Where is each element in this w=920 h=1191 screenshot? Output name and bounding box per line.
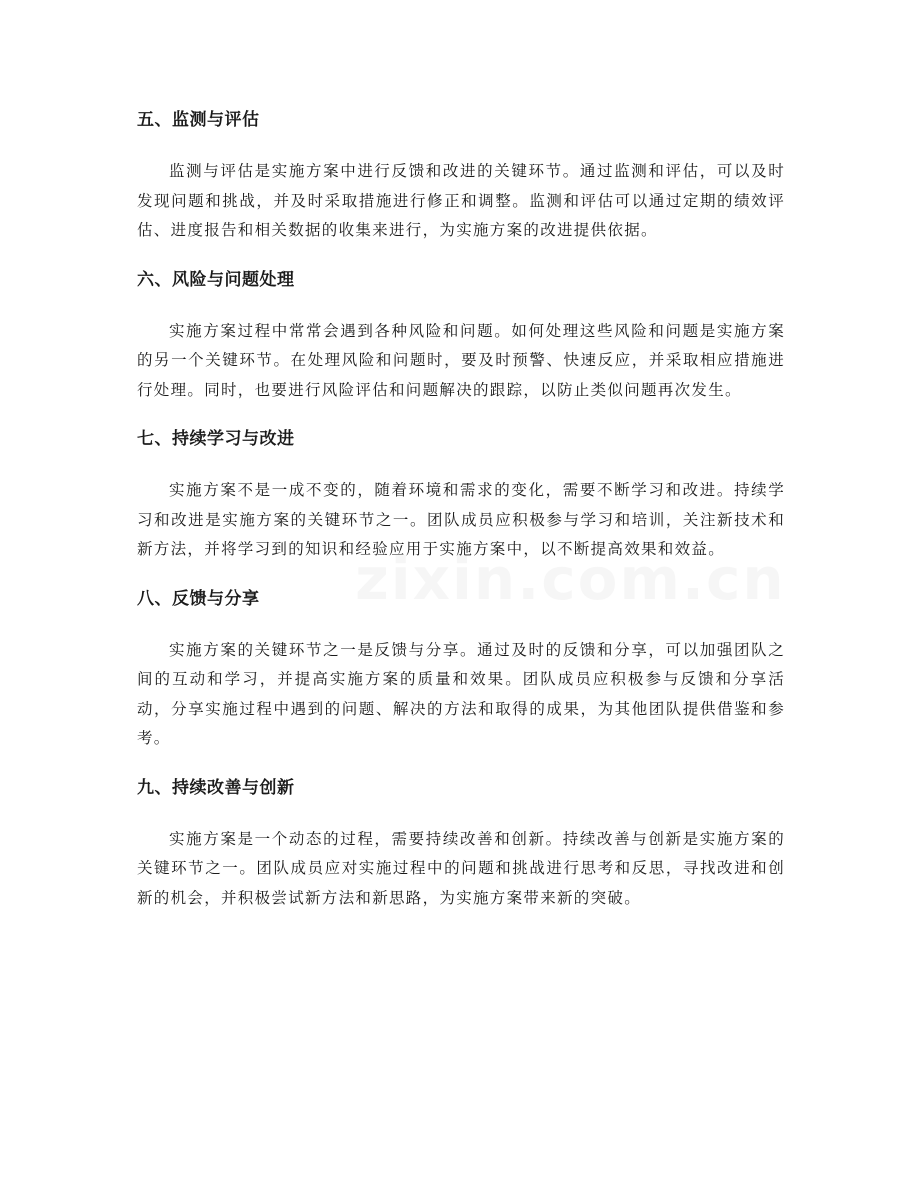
section-monitoring [137, 104, 785, 246]
section-paragraph: 监测与评估是实施方案中进行反馈和改进的关键环节。通过监测和评估，可以及时发现问题和挑战，并及时采取措施进行修正和调整。监测和评估可以通过定期的绩效评估、进度报告和相关数据的收集来进行，为实施方案的改进提供依据。 [137, 162, 785, 239]
section-paragraph: 实施方案过程中常常会遇到各种风险和问题。如何处理这些风险和问题是实施方案的另一个关键环节。在处理风险和问题时，要及时预警、快速反应，并采取相应措施进行处理。同时，也要进行风险评估和问题解决的跟踪，以防止类似问题再次发生。 [137, 321, 785, 399]
section-paragraph: 实施方案是一个动态的过程，需要持续改善和创新。持续改善与创新是实施方案的关键环节之一。团队成员应对实施过程中的问题和挑战进行思考和反思，寻找改进和创新的机会，并积极尝试新方法和新思路，为实施方案带来新的突破。 [137, 829, 785, 907]
section-paragraph: 实施方案不是一成不变的，随着环境和需求的变化，需要不断学习和改进。持续学习和改进是实施方案的关键环节之一。团队成员应积极参与学习和培训，关注新技术和新方法，并将学习到的知识和经验应用于实施方案中，以不断提高效果和效益。 [137, 481, 785, 558]
section-heading: 九、持续改善与创新 [137, 777, 295, 798]
section-heading: 六、风险与问题处理 [137, 269, 295, 290]
section-risk [137, 264, 785, 406]
document-body [137, 104, 785, 931]
section-heading: 八、反馈与分享 [137, 588, 260, 609]
section-learning [137, 423, 785, 565]
section-heading: 七、持续学习与改进 [137, 429, 295, 449]
section-heading: 五、监测与评估 [137, 110, 260, 130]
section-paragraph: 实施方案的关键环节之一是反馈与分享。通过及时的反馈和分享，可以加强团队之间的互动和学习，并提高实施方案的质量和效果。团队成员应积极参与反馈和分享活动，分享实施过程中遇到的问题、解决的方法和取得的成果，为其他团队提供借鉴和参考。 [137, 640, 785, 747]
section-innovation [137, 772, 785, 914]
section-feedback [137, 583, 785, 754]
